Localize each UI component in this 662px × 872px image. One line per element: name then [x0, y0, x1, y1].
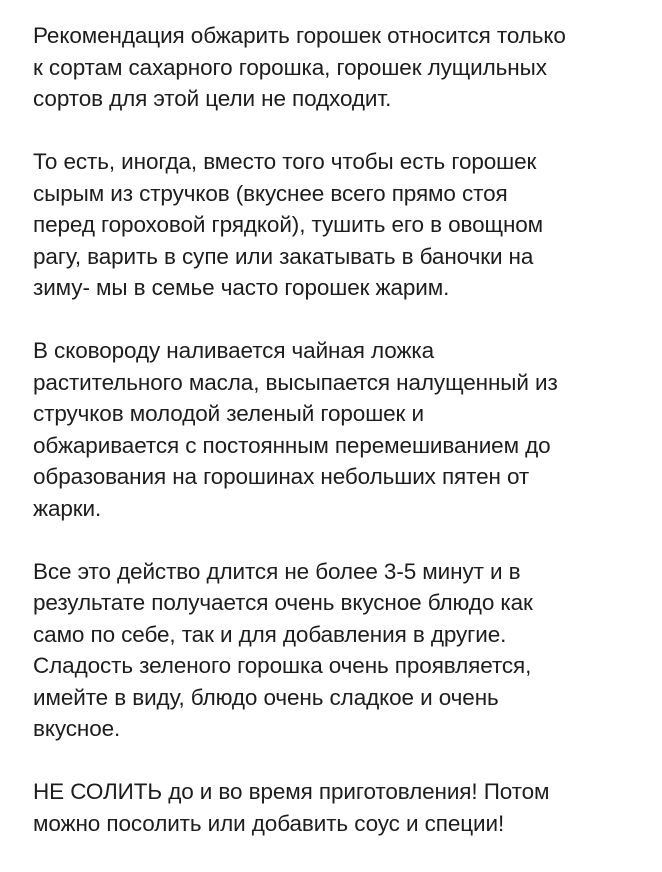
- text-line: к сортам сахарного горошка, горошек лущильных: [33, 54, 547, 80]
- text-line: рагу, варить в супе или закатывать в баночки на: [33, 243, 534, 269]
- text-line: Сладость зеленого горошка очень проявляется,: [33, 653, 532, 678]
- text-line: результате получается очень вкусное блюдо как: [33, 590, 533, 615]
- paragraph-result: [33, 556, 630, 745]
- text-line: само по себе, так и для добавления в другие.: [33, 621, 507, 647]
- text-line: зиму- мы в семье часто горошек жарим.: [33, 275, 450, 300]
- text-line: можно посолить или добавить соус и специи!: [33, 810, 505, 836]
- text-line: НЕ СОЛИТЬ до и во время приготовления! Потом: [33, 779, 550, 804]
- text-line: образования на горошинах небольших пятен от: [33, 464, 530, 489]
- text-line: Рекомендация обжарить горошек относится только: [33, 23, 566, 48]
- text-line: обжаривается с постоянным перемешиванием до: [33, 432, 551, 458]
- text-line: Все это действо длится не более 3-5 минут и в: [33, 558, 521, 584]
- text-line: вкусное.: [33, 716, 121, 741]
- text-line: То есть, иногда, вместо того чтобы есть горошек: [33, 149, 537, 174]
- text-line: жарки.: [33, 495, 102, 521]
- paragraph-recommendation: [33, 20, 630, 115]
- text-line: сортов для этой цели не подходит.: [33, 86, 392, 111]
- text-line: сырым из стручков (вкуснее всего прямо стоя: [33, 180, 508, 206]
- text-line: перед гороховой грядкой), тушить его в овощном: [33, 212, 544, 237]
- text-line: В сковороду наливается чайная ложка: [33, 338, 435, 363]
- paragraph-warning: [33, 776, 630, 839]
- paragraph-usage: [33, 146, 630, 304]
- text-line: растительного масла, высыпается налущенный из: [33, 369, 558, 395]
- text-line: имейте в виду, блюдо очень сладкое и очень: [33, 684, 499, 710]
- text-line: стручков молодой зеленый горошек и: [33, 401, 424, 426]
- paragraph-method: [33, 335, 630, 524]
